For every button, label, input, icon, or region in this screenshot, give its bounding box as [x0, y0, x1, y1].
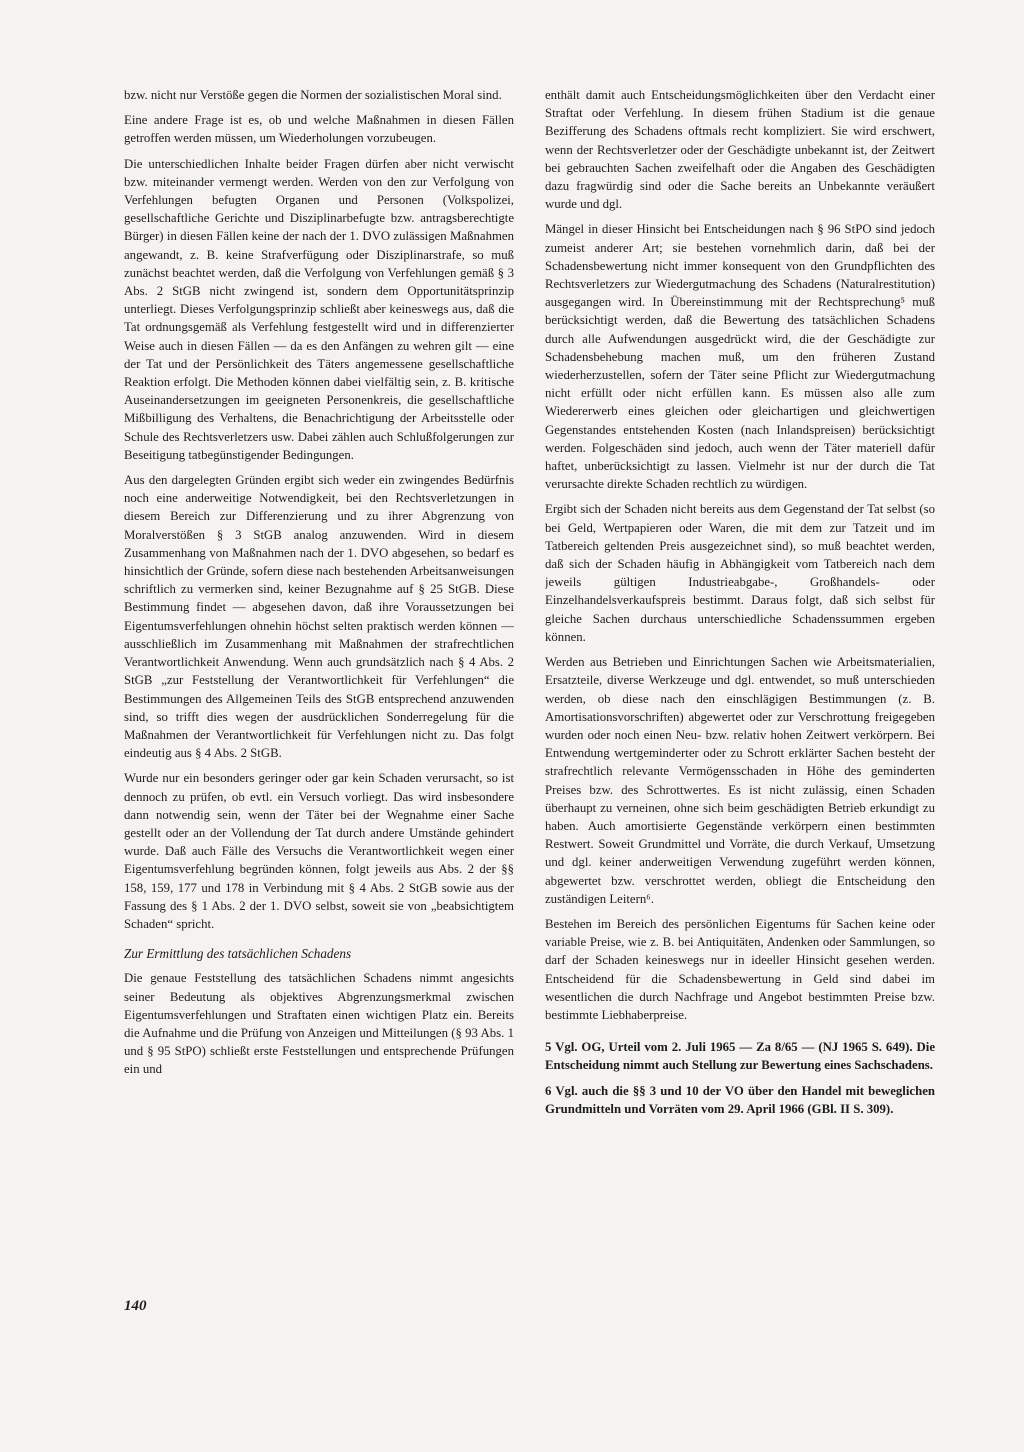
paragraph: Aus den dargelegten Gründen ergibt sich weder ein zwingendes Bedürfnis noch eine anderweitige Notwendigkeit, bei den Rechtsverletzungen in diesem Bereich zur Differenzierung und zu ihrer Abgrenzung von Moralverstößen § 3 StGB analog anzuwenden. Wird in diesem Zusammenhang von Maßnahmen nach der 1. DVO abgesehen, so bedarf es hinsichtlich der Gründe, sofern diese nach bestehenden Arbeitsanweisungen schriftlich zu vermerken sind, keiner Bezugnahme auf § 25 StGB. Diese Bestimmung findet — abgesehen davon, daß ihre Voraussetzungen bei Eigentumsverfehlungen ohnehin höchst selten praktisch werden können — ausschließlich im Zusammenhang mit Maßnahmen der strafrechtlichen Verantwortlichkeit Anwendung. Wenn auch grundsätzlich nach § 4 Abs. 2 StGB „zur Feststellung der Verantwortlichkeit für Verfehlungen“ die Bestimmungen des Allgemeinen Teils des StGB entsprechend anzuwenden sind, so trifft dies wegen der ausdrücklichen Sonderregelung für die Maßnahmen der Verantwortlichkeit für Verfehlungen nicht zu. Das folgt eindeutig aus § 4 Abs. 2 StGB.	[124, 473, 514, 761]
page-number: 140	[124, 1298, 147, 1314]
paragraph: Mängel in dieser Hinsicht bei Entscheidungen nach § 96 StPO sind jedoch zumeist anderer Art; sie bestehen vornehmlich darin, daß bei der Schadensbewertung nicht immer konsequent von den Grundpflichten des Rechtsverletzers zur Wiedergutmachung des Schadens (Naturalrestitution) ausgegangen wird. In Übereinstimmung mit der Rechtsprechung⁵ muß berücksichtigt werden, daß die Bewertung des tatsächlichen Schadens durch alle Aufwendungen ausgedrückt wird, die der Geschädigte zur Schadensbehebung machen muß, um den früheren Zustand wiederherzustellen, sofern der Täter seine Pflicht zur Wiedergutmachung nicht erfüllt oder nicht erfüllen kann. Es müssen also alle zum Wiedererwerb eines gleichen oder gleichartigen und gleichwertigen Gegenstandes entstehenden Kosten (nach Inlandspreisen) berücksichtigt werden. Folgeschäden sind jedoch, auch wenn der Täter materiell dafür haftet, unberücksichtigt zu lassen. Vielmehr ist nur der durch die Tat verursachte direkte Schaden rechtlich zu würdigen.	[545, 222, 935, 492]
paragraph: enthält damit auch Entscheidungsmöglichkeiten über den Verdacht einer Straftat oder Verfehlung. In diesem frühen Stadium ist die genaue Bezifferung des Schadens oftmals recht kompliziert. Sie wird erschwert, wenn der Rechtsverletzer oder der Geschädigte unbekannt ist, der Zeitwert bei gebrauchten Sachen zweifelhaft oder die Angaben des Geschädigten dazu fragwürdig sind oder die Sache bereits an Unbekannte veräußert wurde und dgl.	[545, 88, 935, 212]
paragraph: Die genaue Feststellung des tatsächlichen Schadens nimmt angesichts seiner Bedeutung als objektives Abgrenzungsmerkmal zwischen Eigentumsverfehlungen und Straftaten einen wichtigen Platz ein. Bereits die Aufnahme und die Prüfung von Anzeigen und Mitteilungen (§ 93 Abs. 1 und § 95 StPO) schließt erste Feststellungen und entsprechende Prüfungen ein und	[124, 971, 514, 1077]
paragraph: Ergibt sich der Schaden nicht bereits aus dem Gegenstand der Tat selbst (so bei Geld, Wertpapieren oder Waren, die mit dem zur Tatzeit und im Tatbereich geltenden Preis ausgezeichnet sind), so muß beachtet werden, daß sich der Schaden häufig in Abhängigkeit vom Tatbereich nach dem jeweils gültigen Industrieabgabe-, Großhandels- oder Einzelhandelsverkaufspreis bestimmt. Daraus folgt, daß sich selbst für gleiche Sachen durchaus unterschiedliche Schadenssummen ergeben können.	[545, 502, 935, 644]
paragraph: Bestehen im Bereich des persönlichen Eigentums für Sachen keine oder variable Preise, wie z. B. bei Antiquitäten, Andenken oder Sammlungen, so darf der Schaden keineswegs nur in ideeller Hinsicht gesehen werden. Entscheidend für die Schadensbewertung in Geld sind dabei im wesentlichen die durch Nachfrage und Angebot bestimmten Preise bzw. bestimmte Liebhaberpreise.	[545, 916, 935, 1022]
paragraph: Die unterschiedlichen Inhalte beider Fragen dürfen aber nicht verwischt bzw. miteinander vermengt werden. Werden von den zur Verfolgung von Verfehlungen befugten Organen und Personen (Volkspolizei, gesellschaftliche Gerichte und Disziplinarbefugte bzw. antragsberechtigte Bürger) in diesen Fällen keine der nach der 1. DVO zulässigen Maßnahmen angewandt, z. B. keine Strafverfügung oder Disziplinarstrafe, so muß zunächst beachtet werden, daß die Verfolgung von Verfehlungen gemäß § 3 Abs. 2 StGB nicht zwingend ist, sondern dem Opportunitätsprinzip unterliegt. Dieses Verfolgungsprinzip schließt aber keineswegs aus, daß die Tat ordnungsgemäß als Verfehlung festgestellt wird und in differenzierter Weise auch in diesen Fällen — da es den Anfängen zu wehren gilt — eine der Tat und der Persönlichkeit des Täters angemessene gesellschaftliche Reaktion erfolgt. Die Methoden können dabei vielfältig sein, z. B. kritische Auseinandersetzungen im geeigneten Personenkreis, die gesellschaftliche Mißbilligung des Verhaltens, die Benachrichtigung der Arbeitsstelle oder Schule des Rechtsverletzers usw. Dabei zählen auch Schlußfolgerungen zur Beseitigung tatbegünstigender Bedingungen.	[124, 156, 514, 462]
right-column	[545, 86, 935, 1125]
paragraph: Eine andere Frage ist es, ob und welche Maßnahmen in diesen Fällen getroffen werden müssen, um Wiederholungen vorzubeugen.	[124, 113, 514, 146]
paragraph: Werden aus Betrieben und Einrichtungen Sachen wie Arbeitsmaterialien, Ersatzteile, diverse Werkzeuge und dgl. entwendet, so muß unterschieden werden, ob diese nach den einschlägigen Bestimmungen (z. B. Amortisationsvorschriften) abgewertet oder zur Verschrottung freigegeben wurden oder noch einen Neu- bzw. relativ hohen Zeitwert verkörpern. Bei Entwendung wertgeminderter oder zu Schrott erklärter Sachen besteht der strafrechtlich relevante Vermögensschaden in Höhe des geminderten Preises bzw. des Schrottwertes. Es ist nicht zulässig, einen Schaden überhaupt zu verneinen, ohne sich beim geschädigten Betrieb erkundigt zu haben. Auch amortisierte Gegenstände verkörpern einen bestimmten Restwert. Soweit Grundmittel und Vorräte, die durch Verkauf, Umsetzung und dgl. keiner anderweitigen Verwendung zugeführt werden können, abgewertet bzw. verschrottet werden, obliegt die Entscheidung den zuständigen Leitern⁶.	[545, 655, 935, 906]
paragraph: Wurde nur ein besonders geringer oder gar kein Schaden verursacht, so ist dennoch zu prüfen, ob evtl. ein Versuch vorliegt. Das wird insbesondere dann notwendig sein, wenn der Täter bei der Wegnahme einer Sache gestellt oder an der Vollendung der Tat durch andere Umstände gehindert wurde. Daß auch Fälle des Versuchs die Verantwortlichkeit wegen einer Eigentumsverfehlung begründen können, folgt jeweils aus Abs. 2 der §§ 158, 159, 177 und 178 in Verbindung mit § 4 Abs. 2 StGB sowie aus der Fassung des § 1 Abs. 2 der 1. DVO selbst, soweit sie von „beabsichtigtem Schaden“ spricht.	[124, 771, 514, 931]
footnote: 6 Vgl. auch die §§ 3 und 10 der VO über den Handel mit beweglichen Grundmitteln und Vorräten vom 29. April 1966 (GBl. II S. 309).	[545, 1083, 935, 1116]
section-heading: Zur Ermittlung des tatsächlichen Schadens	[124, 946, 352, 962]
left-column	[124, 86, 514, 1086]
footnote: 5 Vgl. OG, Urteil vom 2. Juli 1965 — Za 8/65 — (NJ 1965 S. 649). Die Entscheidung nimmt auch Stellung zur Bewertung eines Sachschadens.	[545, 1040, 935, 1073]
footnotes	[545, 1038, 935, 1118]
paragraph: bzw. nicht nur Verstöße gegen die Normen der sozialistischen Moral sind.	[124, 88, 502, 102]
